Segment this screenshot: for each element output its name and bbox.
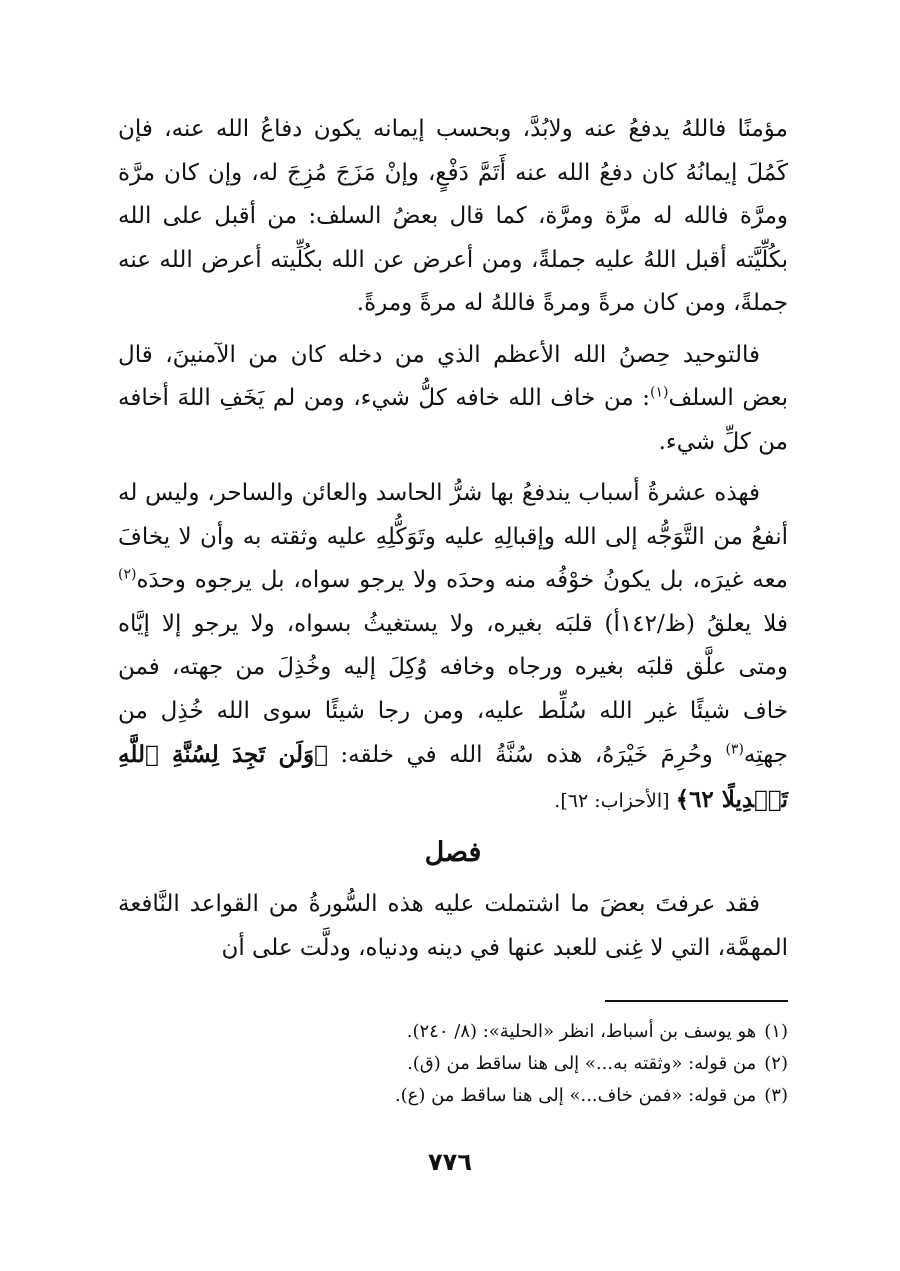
footnote-text: من قوله: «وثقته به...» إلى هنا ساقط من (ق). [407, 1053, 757, 1074]
paragraph-2-text-b: : من خاف الله خافه كلُّ شيء، ومن لم يَخَفِ اللهَ أخافه من كلِّ شيء. [118, 385, 788, 455]
footnote-3 [118, 1080, 788, 1112]
page-number: ٧٧٦ [428, 1148, 472, 1176]
paragraph-1-text: مؤمنًا فاللهُ يدفعُ عنه ولابُدَّ، وبحسب إيمانه يكون دفاعُ الله عنه، فإن كَمُلَ إيمانُهُ كان دفعُ الله عنه أَتَمَّ دَفْعٍ، وإنْ مَزَجَ مُزِجَ له، وإن كان مرَّة ومرَّة فالله له مرَّة ومرَّة، كما قال بعضُ السلف: من أقبل على الله بكُلِّيَّته أقبل اللهُ عليه جملةً، ومن أعرض عن الله بكُلِّيته أعرض الله عنه جملةً، ومن كان مرةً ومرةً فاللهُ له مرةً ومرةً. [118, 116, 788, 316]
paragraph-3 [118, 472, 788, 823]
paragraph-2 [118, 334, 788, 465]
footnote-divider [605, 1000, 788, 1002]
footnote-1 [118, 1016, 788, 1048]
paragraph-4-text: فقد عرفتَ بعضَ ما اشتملت عليه هذه السُّورةُ من القواعد النَّافعة المهمَّة، التي لا غِنى للعبد عنها في دينه ودنياه، ودلَّت على أن [118, 891, 788, 961]
paragraph-3-text-b: فلا يعلقُ (ظ/١٤٢أ) قلبَه بغيره، ولا يستغيثُ بسواه، ولا يرجو إلا إيَّاه ومتى علَّق قلبَه بغيره ورجاه وخافه وُكِلَ إليه وخُذِلَ من جهته، فمن خاف شيئًا غير الله سُلِّط عليه، ومن رجا شيئًا سوى الله خُذِل من جهتِه [118, 610, 788, 768]
footnote-2 [118, 1048, 788, 1080]
footnote-number: (١) [764, 1021, 788, 1042]
paragraph-4 [118, 883, 788, 970]
quran-verse: ﴿وَلَن تَجِدَ لِسُنَّةِ ٱللَّهِ تَبۡدِيلًا ٦٢﴾ [118, 741, 788, 813]
section-heading: فصل [424, 837, 482, 868]
footnote-number: (٢) [764, 1053, 788, 1074]
quran-reference: [الأحزاب: ٦٢]. [554, 789, 676, 812]
footnote-number: (٣) [764, 1085, 788, 1106]
page-body [118, 108, 788, 1112]
footnote-marker-1[interactable]: (١) [649, 384, 669, 401]
footnote-text: هو يوسف بن أسباط، انظر «الحلية»: (٨/ ٢٤٠). [406, 1021, 757, 1042]
footnote-marker-2[interactable]: (٢) [118, 566, 137, 583]
footnote-text: من قوله: «فمن خاف...» إلى هنا ساقط من (ع). [394, 1085, 757, 1106]
footnotes [118, 1016, 788, 1112]
paragraph-3-text-a: فهذه عشرةُ أسباب يندفعُ بها شرُّ الحاسد والعائن والساحر، وليس له أنفعُ من التَّوَجُّه إلى الله وإقبالِهِ عليه وتَوَكُّلِهِ عليه وثقته به وأن لا يخافَ معه غيرَه، بل يكونُ خوْفُه منه وحدَه ولا يرجو سواه، بل يرجوه وحدَه [118, 480, 788, 593]
paragraph-2-text-a: فالتوحيد حِصنُ الله الأعظم الذي من دخله كان من الآمنينَ، قال بعض السلف [118, 341, 788, 411]
paragraph-3-text-c: وحُرِمَ خَيْرَهُ، هذه سُنَّةُ الله في خلقه: [327, 742, 726, 768]
footnote-marker-3[interactable]: (٣) [725, 741, 744, 758]
paragraph-1 [118, 108, 788, 326]
